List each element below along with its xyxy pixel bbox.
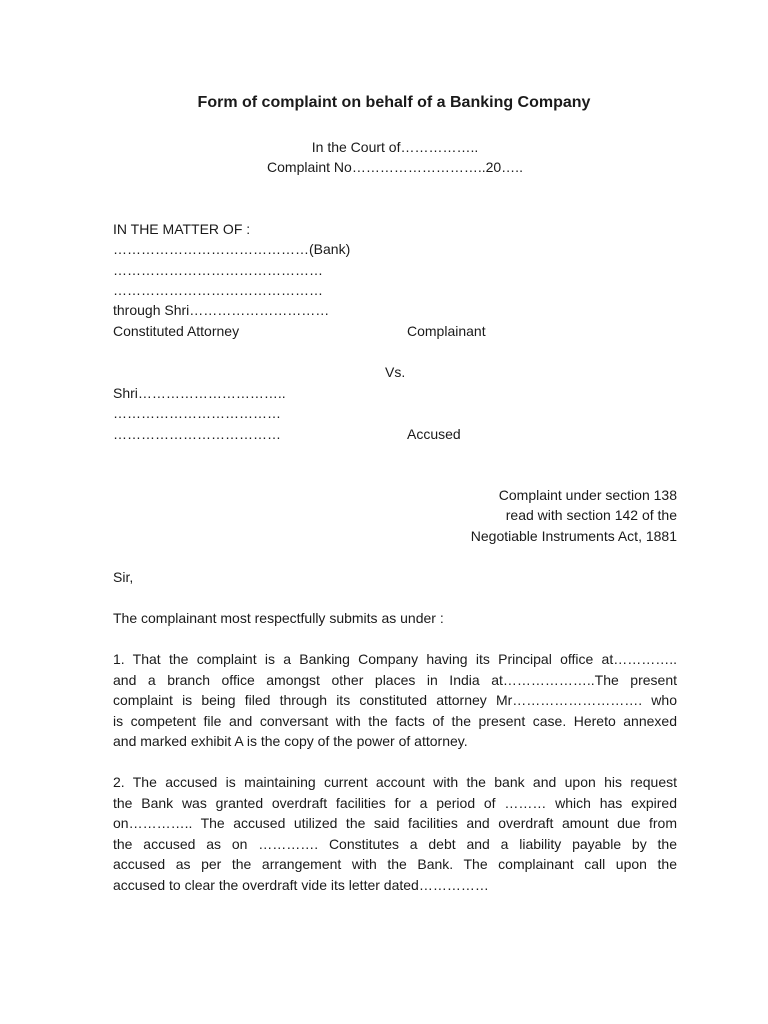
section-line-3: Negotiable Instruments Act, 1881	[470, 528, 677, 544]
court-line: In the Court of……………..	[311, 139, 479, 155]
complainant-label: Complainant	[407, 323, 486, 339]
paragraph-line: accused as per the arrangement with the Bank. The complainant call upon the	[113, 856, 677, 872]
document-title: Form of complaint on behalf of a Banking Company	[197, 94, 591, 111]
accused-name-line: Shri…………………………..	[113, 385, 286, 401]
paragraph-line: is competent file and conversant with the facts of the present case. Hereto annexed	[113, 712, 677, 729]
accused-address-line-1: ………………………………	[113, 405, 281, 421]
bank-name-line: ……………………………………(Bank)	[113, 241, 351, 257]
paragraph-line: 2. The accused is maintaining current account with the bank and upon his request	[113, 774, 677, 790]
salutation: Sir,	[113, 569, 134, 585]
versus-label: Vs.	[385, 364, 406, 380]
paragraph-line: and a branch office amongst other places in India at………………..The present	[113, 671, 677, 688]
section-line-1: Complaint under section 138	[498, 487, 677, 503]
paragraph-line: complaint is being filed through its constituted attorney Mr………………………. who	[113, 692, 677, 708]
paragraph-line: the accused as on …………. Constitutes a debt and a liability payable by the	[113, 835, 677, 852]
bank-address-line-1: ………………………………………	[113, 262, 323, 278]
paragraph-line: 1. That the complaint is a Banking Company having its Principal office at…………..	[113, 651, 677, 667]
intro-statement: The complainant most respectfully submits as under :	[113, 610, 444, 626]
paragraph-line: accused to clear the overdraft vide its letter dated……………	[113, 876, 489, 893]
constituted-attorney-label: Constituted Attorney	[113, 323, 240, 339]
paragraph-line: on………….. The accused utilized the said facilities and overdraft amount due from	[113, 815, 677, 831]
matter-heading: IN THE MATTER OF :	[113, 221, 251, 237]
accused-label: Accused	[407, 426, 461, 442]
paragraph-line: the Bank was granted overdraft facilities for a period of ……… which has expired	[113, 794, 677, 811]
complaint-number-line: Complaint No………………………..20…..	[267, 159, 523, 175]
paragraph-2	[113, 772, 677, 895]
bank-address-line-2: ………………………………………	[113, 282, 323, 298]
accused-address-line-2: ………………………………	[113, 426, 281, 442]
section-line-2: read with section 142 of the	[505, 507, 677, 523]
paragraph-1	[113, 649, 677, 752]
through-shri-line: through Shri…………………………	[113, 302, 330, 318]
paragraph-line: and marked exhibit A is the copy of the power of attorney.	[113, 733, 468, 749]
